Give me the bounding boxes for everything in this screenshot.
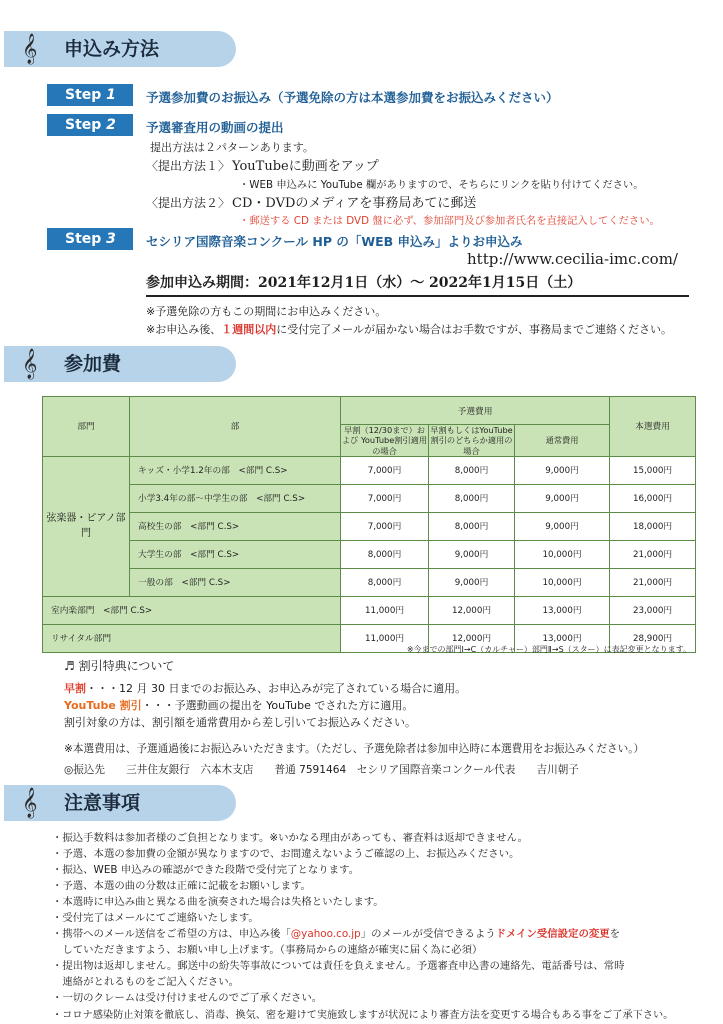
cell-normal: 13,000円 (515, 596, 610, 624)
cell-normal: 9,000円 (515, 456, 610, 484)
group-label: 弦楽器・ピアノ部門 (43, 456, 130, 596)
list-item: していただきますよう、お願い申し上げます。（事務局からの連絡が確実に届く為に必須） (52, 944, 483, 956)
treble-clef-icon: 𝄞 (22, 34, 38, 64)
cell-early: 11,000円 (341, 624, 429, 652)
list-item: ・携帯へのメール送信をご希望の方は、申込み後「@yahoo.co.jp」のメールが受信できるようドメイン受信設定の変更を (52, 928, 621, 940)
cell-either: 12,000円 (429, 596, 515, 624)
list-item: ・振込、WEB 申込みの確認ができた段階で受付完了となります。 (52, 864, 359, 876)
section-title-apply: 申込み方法 (64, 38, 160, 60)
final-fee-note: ※本選費用は、予選通過後にお振込みいただきます。（ただし、予選免除者は参加申込時に本選費用をお振込みください。） (64, 743, 645, 755)
cell-normal: 10,000円 (515, 540, 610, 568)
treble-clef-icon: 𝄞 (22, 349, 38, 379)
cell-early: 7,000円 (341, 484, 429, 512)
cell-either: 9,000円 (429, 540, 515, 568)
header-final: 本選費用 (610, 397, 696, 457)
cell-either: 8,000円 (429, 484, 515, 512)
discount-heading: ♬ 割引特典について (64, 659, 175, 673)
section-title-notes: 注意事項 (64, 792, 141, 814)
row-name-chamber: 室内楽部門 <部門 C.S> (43, 596, 341, 624)
bank-info: ◎振込先 三井住友銀行 六本木支店 普通 7591464 セシリア国際音楽コンクール代表 吉川朝子 (64, 764, 579, 776)
cell-either: 8,000円 (429, 512, 515, 540)
method-2-text: CD・DVDのメディアを事務局あてに郵送 (232, 196, 477, 211)
step2-intro: 提出方法は２パターンあります。 (150, 141, 314, 154)
method-1-note: ・WEB 申込みに YouTube 欄がありますので、そちらにリンクを貼り付けてください。 (239, 179, 644, 191)
step-3-text: セシリア国際音楽コンクール HP の「WEB 申込み」よりお申込み (146, 234, 523, 249)
list-item: ・予選、本選の参加費の金額が異なりますので、お間違えないようご確認の上、お振込みください。 (52, 848, 520, 860)
discount-youtube: YouTube 割引・・・予選動画の提出を YouTube でされた方に適用。 (64, 699, 414, 712)
list-item: ・振込手数料は参加者様のご負担となります。※いかなる理由があっても、審査料は返却できません。 (52, 832, 528, 844)
cell-normal: 10,000円 (515, 568, 610, 596)
cell-final: 18,000円 (610, 512, 696, 540)
cell-early: 8,000円 (341, 568, 429, 596)
treble-clef-icon: 𝄞 (22, 788, 38, 818)
table-row (43, 512, 696, 540)
table-header-row (43, 397, 696, 425)
website-url[interactable]: http://www.cecilia-imc.com/ (467, 250, 678, 268)
step-1-text: 予選参加費のお振込み（予選免除の方は本選参加費をお振込みください） (146, 90, 559, 105)
row-name: 大学生の部 <部門 C.S> (130, 540, 341, 568)
period-underline (146, 295, 689, 297)
list-item: ・提出物は返却しません。郵送中の紛失等事故については責任を負えません。予選審査申込書の連絡先、電話番号は、常時 (52, 960, 625, 972)
cell-final: 23,000円 (610, 596, 696, 624)
table-row (43, 456, 696, 484)
cell-either: 8,000円 (429, 456, 515, 484)
cell-early: 7,000円 (341, 512, 429, 540)
cell-early: 11,000円 (341, 596, 429, 624)
table-row (43, 596, 696, 624)
header-prelim: 予選費用 (341, 397, 610, 425)
header-either: 早割もしくはYouTube 割引のどちらか適用の場合 (430, 425, 513, 456)
row-name: 小学3.4年の部～中学生の部 <部門 C.S> (130, 484, 341, 512)
list-item: 連絡がとれるものをご記入ください。 (52, 976, 240, 988)
list-item: ・予選、本選の曲の分数は正確に記載をお願いします。 (52, 880, 311, 892)
cell-normal: 9,000円 (515, 512, 610, 540)
cell-normal: 9,000円 (515, 484, 610, 512)
header-sub: 部 (130, 397, 341, 457)
cell-final: 21,000円 (610, 540, 696, 568)
cell-either: 12,000円 (429, 624, 515, 652)
music-note-icon: ♬ (64, 659, 75, 673)
method-1-text: YouTubeに動画をアップ (232, 159, 379, 174)
table-row (43, 568, 696, 596)
cell-final: 15,000円 (610, 456, 696, 484)
list-item: ・本選時に申込み曲と異なる曲を演奏された場合は失格といたします。 (52, 896, 384, 908)
cell-final: 21,000円 (610, 568, 696, 596)
header-dept: 部門 (43, 397, 130, 457)
cell-early: 7,000円 (341, 456, 429, 484)
step-2-badge: Step 2 (47, 114, 133, 136)
cell-final: 28,900円 (610, 624, 696, 652)
discount-apply-text: 割引対象の方は、割引額を通常費用から差し引いてお振込みください。 (64, 716, 416, 729)
header-early: 早割（12/30まで）および YouTube割引適用の場合 (341, 425, 428, 456)
period-note-2: ※お申込み後、１週間以内に受付完了メールが届かない場合はお手数ですが、事務局までご連絡ください。 (146, 323, 672, 336)
period-note-1: ※予選免除の方もこの期間にお申込みください。 (146, 305, 387, 318)
list-item: ・一切のクレームは受け付けませんのでご了承ください。 (52, 992, 323, 1004)
row-name-recital: リサイタル部門 (43, 624, 341, 652)
table-footnote: ※今までの部門Ⅰ→C（カルチャー）部門Ⅱ→S（スター）に表記変更となります。 (406, 645, 691, 654)
section-header-apply (4, 31, 236, 67)
cell-either: 9,000円 (429, 568, 515, 596)
table-row (43, 540, 696, 568)
application-period: 参加申込み期間：2021年12月1日（水）～ 2022年1月15日（土） (146, 275, 582, 291)
section-header-fee (4, 346, 236, 382)
header-normal: 通常費用 (515, 425, 610, 457)
list-item: ・受付完了はメールにてご連絡いたします。 (52, 912, 259, 924)
table-row (43, 484, 696, 512)
row-name: 高校生の部 <部門 C.S> (130, 512, 341, 540)
step-2-text: 予選審査用の動画の提出 (146, 120, 284, 135)
list-item: ・コロナ感染防止対策を徹底し、消毒、換気、密を避けて実施致しますが状況により審査方法を変更する場合もある事をご了承下さい。 (52, 1010, 674, 1021)
cell-early: 8,000円 (341, 540, 429, 568)
row-name: 一般の部 <部門 C.S> (130, 568, 341, 596)
cell-final: 16,000円 (610, 484, 696, 512)
section-title-fee: 参加費 (64, 353, 122, 375)
cell-normal: 13,000円 (515, 624, 610, 652)
step-3-badge: Step 3 (47, 228, 133, 250)
method-2-label: 〈提出方法２〉 (146, 196, 231, 210)
row-name: キッズ・小学1.2年の部 <部門 C.S> (130, 456, 341, 484)
method-2-note: ・郵送する CD または DVD 盤に必ず、参加部門及び参加者氏名を直接記入してください。 (239, 215, 660, 227)
section-header-notes (4, 785, 236, 821)
step-1-badge: Step 1 (47, 84, 133, 106)
fees-table (42, 396, 696, 653)
discount-early: 早割・・・12 月 30 日までのお振込み、お申込みが完了されている場合に適用。 (64, 682, 467, 695)
method-1-label: 〈提出方法１〉 (146, 159, 231, 173)
